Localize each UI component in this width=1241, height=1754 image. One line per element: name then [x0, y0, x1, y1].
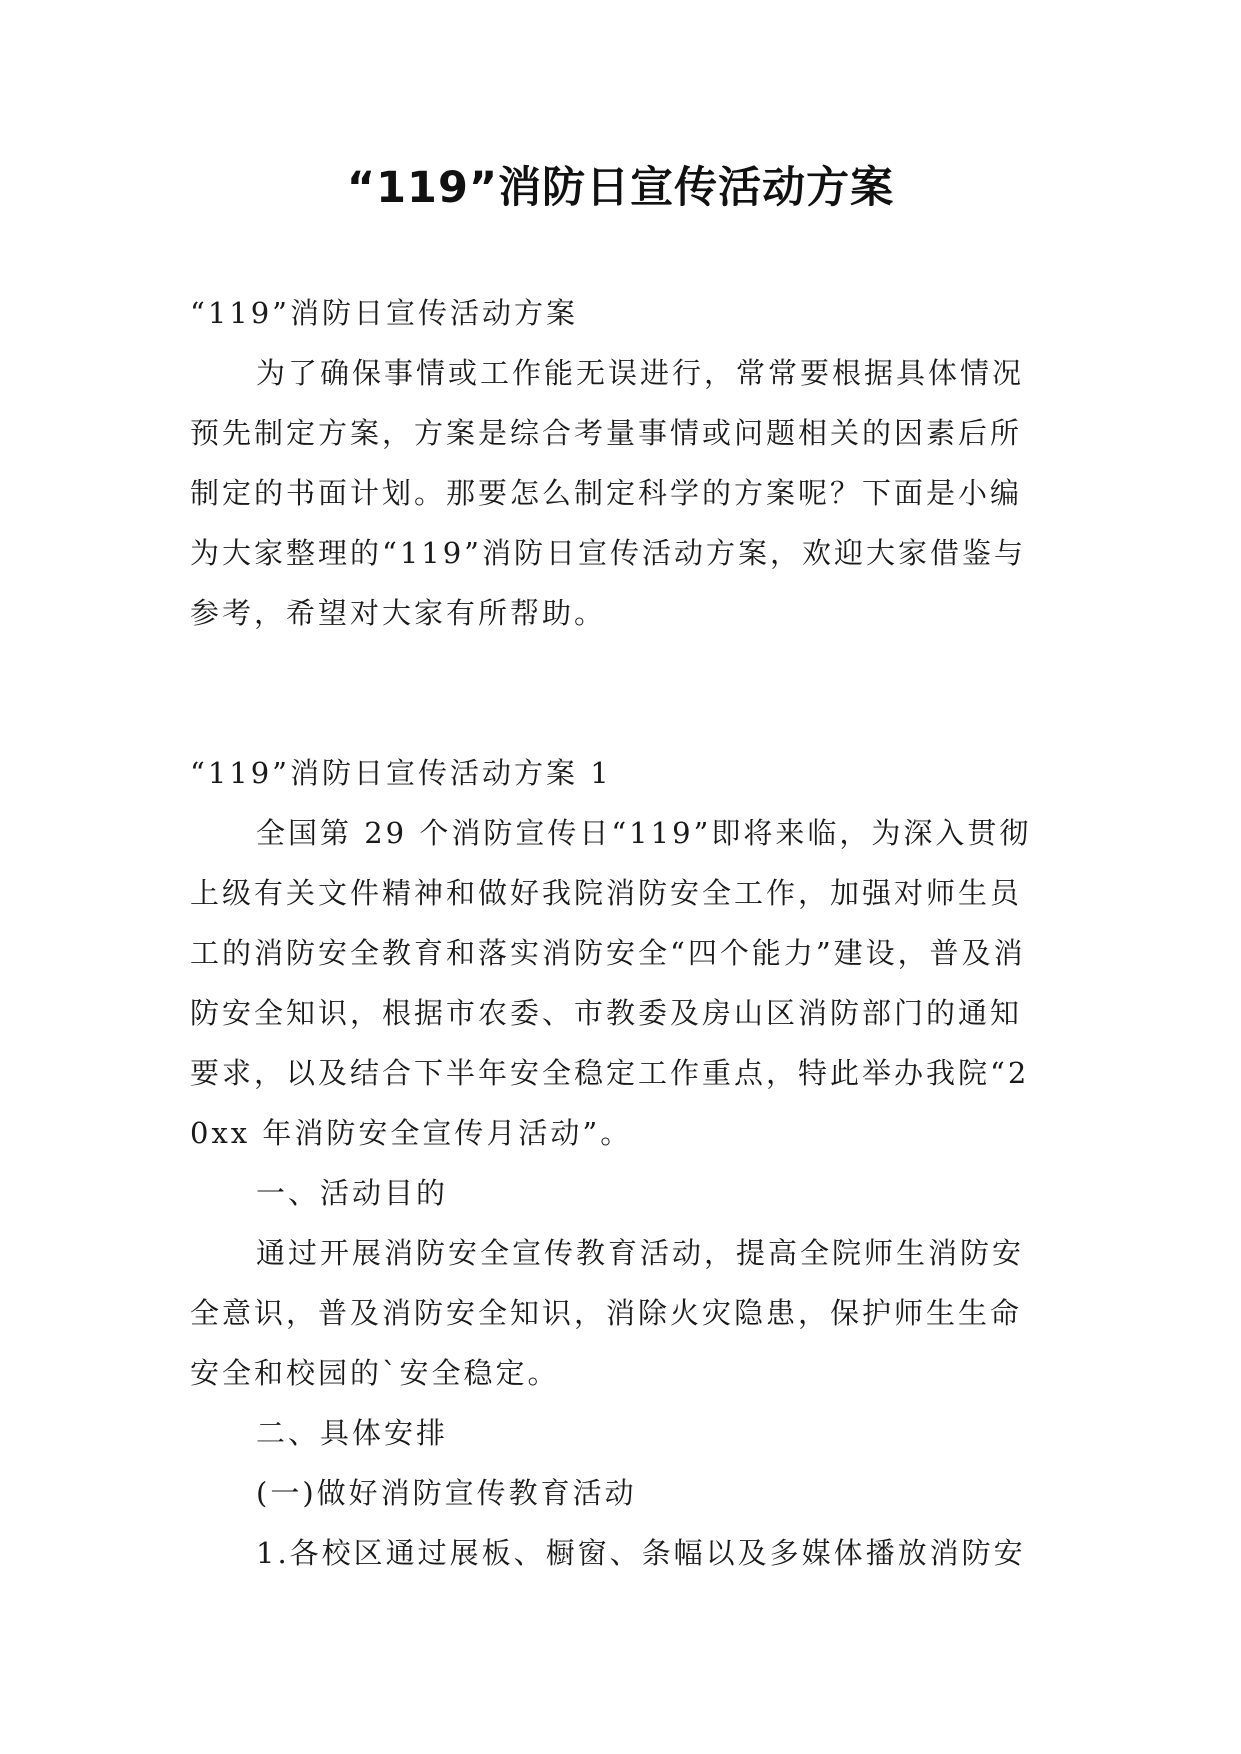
document-title: “119”消防日宣传活动方案	[346, 163, 895, 213]
intro-section	[190, 283, 1050, 643]
purpose-heading: 一、活动目的	[256, 1176, 449, 1210]
sub-heading: (一)做好消防宣传教育活动	[256, 1476, 637, 1510]
section-heading: “119”消防日宣传活动方案 1	[190, 756, 612, 790]
arrangement-heading: 二、具体安排	[256, 1416, 449, 1450]
intro-subtitle: “119”消防日宣传活动方案	[190, 296, 579, 330]
section-paragraph: 全国第 29 个消防宣传日“119”即将来临，为深入贯彻上级有关文件精神和做好我院消防安全工作，加强对师生员工的消防安全教育和落实消防安全“四个能力”建设，普及消防安全知识，根据市农委、市教委及房山区消防部门的通知要求，以及结合下半年安全稳定工作重点，特此举办我院“20xx 年消防安全宣传月活动”。	[190, 816, 1032, 1150]
plan-section-1	[190, 743, 1050, 1583]
purpose-paragraph: 通过开展消防安全宣传教育活动，提高全院师生消防安全意识，普及消防安全知识，消除火灾隐患，保护师生生命安全和校园的`安全稳定。	[190, 1236, 1025, 1390]
intro-paragraph: 为了确保事情或工作能无误进行，常常要根据具体情况预先制定方案，方案是综合考量事情或问题相关的因素后所制定的书面计划。那要怎么制定科学的方案呢？下面是小编为大家整理的“119”消防日宣传活动方案，欢迎大家借鉴与参考，希望对大家有所帮助。	[190, 356, 1027, 630]
list-item-1: 1.各校区通过展板、橱窗、条幅以及多媒体播放消防安	[256, 1536, 1026, 1570]
